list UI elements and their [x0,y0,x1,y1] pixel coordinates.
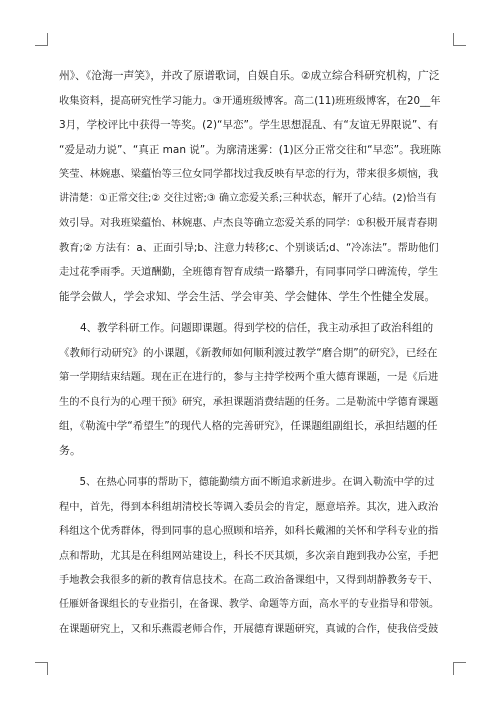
text-line: 组，《勒流中学“希望生”的现代人格的完善研究》，任课题组副组长，承担结题的任 [59,420,438,432]
text-line: 能学会做人，学会求知、学会生活、学会审美、学会健体、学生个性健全发展。 [59,289,436,303]
crop-mark-top-right [453,33,466,46]
text-line: 效引导。对我班梁藴怡、林婉惠、卢杰良等确立恋爱关系的同学：①积极开展青春期 [59,217,438,229]
document-body [59,64,441,642]
text-line: 科组这个优秀群体，得到同事的息心照顾和培养，如科长戴湘的关怀和学科专业的指 [59,525,439,537]
crop-mark-bottom-right [453,662,466,675]
text-line: “爱是动力说”、“真正 man 说”。为廓清迷雾：(1)区分正常交往和“早恋”。我班陈 [59,143,441,156]
text-line: 手地教会我很多的新的教育信息技术。在高二政治备课组中，又得到胡静教务专干、 [59,574,439,586]
text-line: 4、教学科研工作。问题即课题。得到学校的信任，我主动承担了政治科组的 [59,322,434,334]
text-line: 生的不良行为的心理干预》研究，承担课题消费结题的任务。二是勒流中学德育课题 [59,395,439,408]
text-line: 《教师行动研究》的小课题，《新教师如何顺利渡过教学“磨合期”的研究》，已经在 [59,346,438,359]
text-line: 收集资料，提高研究性学习能力。③开通班级博客。高二(11)班班级博客，在20__年 [59,94,441,107]
text-line: 笑莹、林婉惠、梁藴怡等三位女同学都找过我反映有早恋的行为，带来很多烦恼，我 [59,168,439,180]
text-line: 州》、《沧海一声笑》，并改了原谱歌词，自娱自乐。②成立综合科研究机构，广泛 [59,69,440,82]
crop-mark-top-left [35,33,48,46]
text-line: 务。 [59,443,81,457]
crop-mark-bottom-left [35,662,48,675]
text-line: 程中，首先，得到本科组胡清校长等调入委员会的肯定，愿意培养。其次，进入政治 [59,500,439,513]
text-line: 讲清楚：①正常交往;② 交往过密;③ 确立恋爱关系;三种状态，解开了心结。(2)恰当有 [59,192,437,204]
text-line: 第一学期结束结题。现在正在进行的，参与主持学校两个重大德育课题，一是《后进 [59,371,439,383]
text-line: 走过花季雨季。天道酬勤，全班德育智育成绩一路攀升，有同事同学口碑流传，学生 [59,266,439,278]
text-line: 任雁妍备课组长的专业指引，在备课、教学、命题等方面，高水平的专业指导和带领。 [59,598,439,610]
text-line: 在课题研究上，又和乐燕霞老师合作，开展德育课题研究，真诚的合作，使我倍受鼓 [59,623,439,635]
text-line: 教育;② 方法有：a、正面引导;b、注意力转移;c、个别谈话;d、“冷冻法”。帮助他们 [59,241,439,254]
text-line: 点和帮助，尤其是在科组网站建设上，科长不厌其烦，多次亲自跑到我办公室，手把 [59,549,439,562]
text-line: 5、在热心同事的帮助下，德能勤绩方面不断追求新进步。在调入勒流中学的过 [59,476,435,488]
text-line: 3月，学校评比中获得一等奖。(2)“早恋”。学生思想混乱、有“友谊无界限说”、有 [59,119,439,131]
